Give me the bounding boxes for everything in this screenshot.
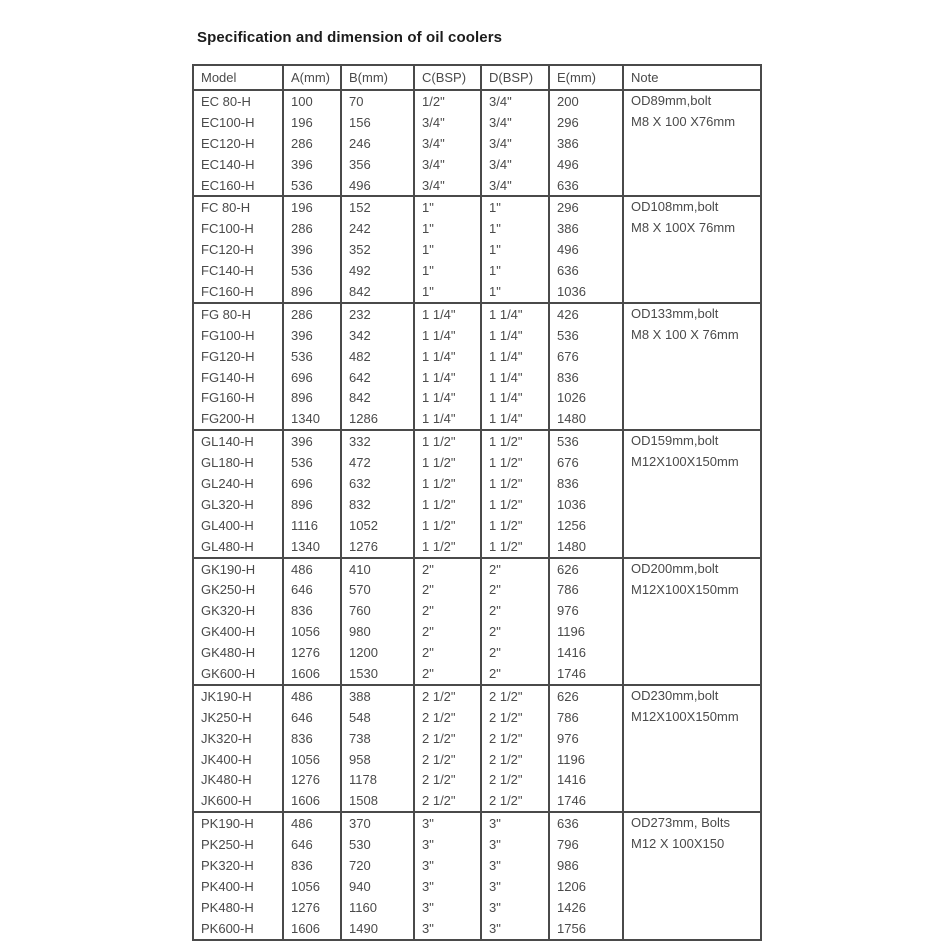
note-cell bbox=[623, 558, 761, 685]
model-cell: FG140-H bbox=[193, 367, 283, 388]
note-line: OD133mm,bolt bbox=[631, 305, 719, 321]
c-bsp-cell: 1 1/2" bbox=[414, 473, 481, 494]
model-cell: FC 80-H bbox=[193, 196, 283, 218]
d-bsp-cell: 1" bbox=[481, 239, 549, 260]
col-header-note: Note bbox=[623, 65, 761, 90]
page-title: Specification and dimension of oil coolers bbox=[197, 29, 503, 46]
model-cell: JK320-H bbox=[193, 728, 283, 749]
table-row bbox=[193, 430, 761, 452]
d-bsp-cell: 1 1/4" bbox=[481, 408, 549, 430]
e-mm-cell: 976 bbox=[549, 728, 623, 749]
b-mm-cell: 530 bbox=[341, 834, 414, 855]
note-line: OD273mm, Bolts bbox=[631, 815, 730, 831]
c-bsp-cell: 1" bbox=[414, 196, 481, 218]
table-row bbox=[193, 812, 761, 834]
d-bsp-cell: 1 1/2" bbox=[481, 452, 549, 473]
c-bsp-cell: 3" bbox=[414, 855, 481, 876]
table-group bbox=[193, 685, 761, 812]
c-bsp-cell: 2 1/2" bbox=[414, 770, 481, 791]
e-mm-cell: 836 bbox=[549, 473, 623, 494]
e-mm-cell: 386 bbox=[549, 133, 623, 154]
a-mm-cell: 836 bbox=[283, 728, 341, 749]
table-row bbox=[193, 90, 761, 112]
c-bsp-cell: 1 1/2" bbox=[414, 430, 481, 452]
a-mm-cell: 1606 bbox=[283, 918, 341, 940]
spec-table bbox=[192, 64, 762, 941]
c-bsp-cell: 1 1/4" bbox=[414, 367, 481, 388]
d-bsp-cell: 2 1/2" bbox=[481, 790, 549, 812]
d-bsp-cell: 2" bbox=[481, 642, 549, 663]
model-cell: FC160-H bbox=[193, 281, 283, 303]
e-mm-cell: 1196 bbox=[549, 749, 623, 770]
d-bsp-cell: 3/4" bbox=[481, 112, 549, 133]
c-bsp-cell: 1 1/4" bbox=[414, 346, 481, 367]
table-row bbox=[193, 303, 761, 325]
b-mm-cell: 1178 bbox=[341, 770, 414, 791]
b-mm-cell: 1200 bbox=[341, 642, 414, 663]
e-mm-cell: 1026 bbox=[549, 387, 623, 408]
e-mm-cell: 786 bbox=[549, 707, 623, 728]
a-mm-cell: 536 bbox=[283, 452, 341, 473]
c-bsp-cell: 1 1/4" bbox=[414, 303, 481, 325]
c-bsp-cell: 1 1/4" bbox=[414, 387, 481, 408]
b-mm-cell: 70 bbox=[341, 90, 414, 112]
e-mm-cell: 636 bbox=[549, 175, 623, 197]
b-mm-cell: 1490 bbox=[341, 918, 414, 940]
model-cell: EC120-H bbox=[193, 133, 283, 154]
note-cell bbox=[623, 430, 761, 557]
note-line: M12X100X150mm bbox=[631, 581, 739, 597]
d-bsp-cell: 1" bbox=[481, 260, 549, 281]
e-mm-cell: 1256 bbox=[549, 515, 623, 536]
e-mm-cell: 296 bbox=[549, 196, 623, 218]
b-mm-cell: 482 bbox=[341, 346, 414, 367]
col-header-d-bsp: D(BSP) bbox=[481, 65, 549, 90]
c-bsp-cell: 3/4" bbox=[414, 112, 481, 133]
table-row bbox=[193, 685, 761, 707]
b-mm-cell: 548 bbox=[341, 707, 414, 728]
a-mm-cell: 1276 bbox=[283, 770, 341, 791]
d-bsp-cell: 1" bbox=[481, 218, 549, 239]
b-mm-cell: 570 bbox=[341, 579, 414, 600]
model-cell: JK600-H bbox=[193, 790, 283, 812]
e-mm-cell: 1426 bbox=[549, 897, 623, 918]
a-mm-cell: 646 bbox=[283, 579, 341, 600]
note-line: OD108mm,bolt bbox=[631, 199, 719, 215]
c-bsp-cell: 3/4" bbox=[414, 133, 481, 154]
e-mm-cell: 1746 bbox=[549, 663, 623, 685]
c-bsp-cell: 1 1/4" bbox=[414, 408, 481, 430]
b-mm-cell: 156 bbox=[341, 112, 414, 133]
e-mm-cell: 676 bbox=[549, 452, 623, 473]
e-mm-cell: 1196 bbox=[549, 621, 623, 642]
d-bsp-cell: 1 1/4" bbox=[481, 325, 549, 346]
d-bsp-cell: 3/4" bbox=[481, 90, 549, 112]
a-mm-cell: 486 bbox=[283, 812, 341, 834]
d-bsp-cell: 1 1/2" bbox=[481, 515, 549, 536]
model-cell: GL140-H bbox=[193, 430, 283, 452]
d-bsp-cell: 1 1/2" bbox=[481, 494, 549, 515]
model-cell: GK320-H bbox=[193, 600, 283, 621]
a-mm-cell: 286 bbox=[283, 133, 341, 154]
model-cell: JK480-H bbox=[193, 770, 283, 791]
a-mm-cell: 1116 bbox=[283, 515, 341, 536]
b-mm-cell: 332 bbox=[341, 430, 414, 452]
c-bsp-cell: 2 1/2" bbox=[414, 707, 481, 728]
b-mm-cell: 1530 bbox=[341, 663, 414, 685]
col-header-a-mm: A(mm) bbox=[283, 65, 341, 90]
c-bsp-cell: 2" bbox=[414, 642, 481, 663]
d-bsp-cell: 3" bbox=[481, 876, 549, 897]
d-bsp-cell: 2" bbox=[481, 663, 549, 685]
note-cell bbox=[623, 812, 761, 939]
d-bsp-cell: 1 1/4" bbox=[481, 367, 549, 388]
c-bsp-cell: 3" bbox=[414, 834, 481, 855]
b-mm-cell: 242 bbox=[341, 218, 414, 239]
b-mm-cell: 720 bbox=[341, 855, 414, 876]
e-mm-cell: 986 bbox=[549, 855, 623, 876]
note-cell bbox=[623, 90, 761, 196]
table-row bbox=[193, 558, 761, 580]
c-bsp-cell: 1" bbox=[414, 260, 481, 281]
b-mm-cell: 356 bbox=[341, 154, 414, 175]
c-bsp-cell: 1/2" bbox=[414, 90, 481, 112]
b-mm-cell: 738 bbox=[341, 728, 414, 749]
table-header bbox=[193, 65, 761, 90]
a-mm-cell: 486 bbox=[283, 685, 341, 707]
b-mm-cell: 642 bbox=[341, 367, 414, 388]
e-mm-cell: 636 bbox=[549, 260, 623, 281]
b-mm-cell: 632 bbox=[341, 473, 414, 494]
a-mm-cell: 696 bbox=[283, 473, 341, 494]
e-mm-cell: 386 bbox=[549, 218, 623, 239]
note-cell bbox=[623, 685, 761, 812]
model-cell: JK190-H bbox=[193, 685, 283, 707]
model-cell: FG160-H bbox=[193, 387, 283, 408]
d-bsp-cell: 1" bbox=[481, 196, 549, 218]
col-header-c-bsp: C(BSP) bbox=[414, 65, 481, 90]
d-bsp-cell: 1 1/4" bbox=[481, 346, 549, 367]
table-group bbox=[193, 430, 761, 557]
e-mm-cell: 796 bbox=[549, 834, 623, 855]
a-mm-cell: 1276 bbox=[283, 642, 341, 663]
a-mm-cell: 100 bbox=[283, 90, 341, 112]
a-mm-cell: 1340 bbox=[283, 536, 341, 558]
d-bsp-cell: 1 1/4" bbox=[481, 387, 549, 408]
model-cell: EC 80-H bbox=[193, 90, 283, 112]
header-row bbox=[193, 65, 761, 90]
note-line: M8 X 100 X 76mm bbox=[631, 326, 739, 342]
c-bsp-cell: 2 1/2" bbox=[414, 685, 481, 707]
model-cell: PK480-H bbox=[193, 897, 283, 918]
b-mm-cell: 958 bbox=[341, 749, 414, 770]
model-cell: EC140-H bbox=[193, 154, 283, 175]
note-line: M12X100X150mm bbox=[631, 708, 739, 724]
e-mm-cell: 536 bbox=[549, 430, 623, 452]
note-line: OD230mm,bolt bbox=[631, 687, 719, 703]
d-bsp-cell: 3/4" bbox=[481, 133, 549, 154]
a-mm-cell: 536 bbox=[283, 260, 341, 281]
a-mm-cell: 286 bbox=[283, 303, 341, 325]
model-cell: PK190-H bbox=[193, 812, 283, 834]
a-mm-cell: 646 bbox=[283, 707, 341, 728]
d-bsp-cell: 1" bbox=[481, 281, 549, 303]
a-mm-cell: 1056 bbox=[283, 621, 341, 642]
c-bsp-cell: 2" bbox=[414, 621, 481, 642]
note-cell bbox=[623, 303, 761, 430]
a-mm-cell: 1340 bbox=[283, 408, 341, 430]
c-bsp-cell: 1" bbox=[414, 281, 481, 303]
model-cell: JK400-H bbox=[193, 749, 283, 770]
c-bsp-cell: 1 1/2" bbox=[414, 494, 481, 515]
e-mm-cell: 1480 bbox=[549, 408, 623, 430]
b-mm-cell: 152 bbox=[341, 196, 414, 218]
c-bsp-cell: 2" bbox=[414, 558, 481, 580]
model-cell: GK190-H bbox=[193, 558, 283, 580]
d-bsp-cell: 3/4" bbox=[481, 154, 549, 175]
table-group bbox=[193, 90, 761, 196]
d-bsp-cell: 1 1/2" bbox=[481, 536, 549, 558]
a-mm-cell: 1606 bbox=[283, 663, 341, 685]
e-mm-cell: 1416 bbox=[549, 642, 623, 663]
a-mm-cell: 896 bbox=[283, 494, 341, 515]
model-cell: GK400-H bbox=[193, 621, 283, 642]
note-line: OD200mm,bolt bbox=[631, 560, 719, 576]
e-mm-cell: 296 bbox=[549, 112, 623, 133]
c-bsp-cell: 1 1/2" bbox=[414, 452, 481, 473]
model-cell: GL400-H bbox=[193, 515, 283, 536]
e-mm-cell: 626 bbox=[549, 558, 623, 580]
b-mm-cell: 232 bbox=[341, 303, 414, 325]
d-bsp-cell: 2" bbox=[481, 600, 549, 621]
b-mm-cell: 1052 bbox=[341, 515, 414, 536]
c-bsp-cell: 1" bbox=[414, 239, 481, 260]
a-mm-cell: 486 bbox=[283, 558, 341, 580]
d-bsp-cell: 3" bbox=[481, 897, 549, 918]
c-bsp-cell: 3" bbox=[414, 897, 481, 918]
c-bsp-cell: 1 1/4" bbox=[414, 325, 481, 346]
d-bsp-cell: 2 1/2" bbox=[481, 707, 549, 728]
b-mm-cell: 342 bbox=[341, 325, 414, 346]
a-mm-cell: 896 bbox=[283, 281, 341, 303]
e-mm-cell: 1206 bbox=[549, 876, 623, 897]
d-bsp-cell: 2" bbox=[481, 558, 549, 580]
e-mm-cell: 1036 bbox=[549, 281, 623, 303]
a-mm-cell: 396 bbox=[283, 325, 341, 346]
a-mm-cell: 286 bbox=[283, 218, 341, 239]
e-mm-cell: 496 bbox=[549, 154, 623, 175]
c-bsp-cell: 1 1/2" bbox=[414, 536, 481, 558]
c-bsp-cell: 2 1/2" bbox=[414, 728, 481, 749]
b-mm-cell: 1508 bbox=[341, 790, 414, 812]
model-cell: GL320-H bbox=[193, 494, 283, 515]
model-cell: FG 80-H bbox=[193, 303, 283, 325]
e-mm-cell: 626 bbox=[549, 685, 623, 707]
b-mm-cell: 388 bbox=[341, 685, 414, 707]
model-cell: FG100-H bbox=[193, 325, 283, 346]
b-mm-cell: 842 bbox=[341, 281, 414, 303]
model-cell: FC100-H bbox=[193, 218, 283, 239]
e-mm-cell: 836 bbox=[549, 367, 623, 388]
a-mm-cell: 646 bbox=[283, 834, 341, 855]
b-mm-cell: 940 bbox=[341, 876, 414, 897]
e-mm-cell: 976 bbox=[549, 600, 623, 621]
d-bsp-cell: 3" bbox=[481, 834, 549, 855]
c-bsp-cell: 3/4" bbox=[414, 154, 481, 175]
model-cell: FC120-H bbox=[193, 239, 283, 260]
col-header-b-mm: B(mm) bbox=[341, 65, 414, 90]
model-cell: FG200-H bbox=[193, 408, 283, 430]
a-mm-cell: 836 bbox=[283, 855, 341, 876]
d-bsp-cell: 2 1/2" bbox=[481, 770, 549, 791]
b-mm-cell: 246 bbox=[341, 133, 414, 154]
e-mm-cell: 536 bbox=[549, 325, 623, 346]
b-mm-cell: 352 bbox=[341, 239, 414, 260]
model-cell: FC140-H bbox=[193, 260, 283, 281]
a-mm-cell: 536 bbox=[283, 175, 341, 197]
a-mm-cell: 196 bbox=[283, 112, 341, 133]
e-mm-cell: 786 bbox=[549, 579, 623, 600]
d-bsp-cell: 2" bbox=[481, 579, 549, 600]
b-mm-cell: 980 bbox=[341, 621, 414, 642]
col-header-e-mm: E(mm) bbox=[549, 65, 623, 90]
a-mm-cell: 896 bbox=[283, 387, 341, 408]
c-bsp-cell: 2" bbox=[414, 579, 481, 600]
note-line: M12 X 100X150 bbox=[631, 836, 725, 852]
e-mm-cell: 676 bbox=[549, 346, 623, 367]
model-cell: GK600-H bbox=[193, 663, 283, 685]
c-bsp-cell: 2" bbox=[414, 663, 481, 685]
b-mm-cell: 1160 bbox=[341, 897, 414, 918]
table-row bbox=[193, 196, 761, 218]
b-mm-cell: 842 bbox=[341, 387, 414, 408]
model-cell: GL480-H bbox=[193, 536, 283, 558]
c-bsp-cell: 2 1/2" bbox=[414, 749, 481, 770]
c-bsp-cell: 3" bbox=[414, 876, 481, 897]
table-group bbox=[193, 558, 761, 685]
e-mm-cell: 1480 bbox=[549, 536, 623, 558]
b-mm-cell: 1276 bbox=[341, 536, 414, 558]
b-mm-cell: 496 bbox=[341, 175, 414, 197]
a-mm-cell: 1056 bbox=[283, 876, 341, 897]
b-mm-cell: 410 bbox=[341, 558, 414, 580]
model-cell: EC100-H bbox=[193, 112, 283, 133]
a-mm-cell: 396 bbox=[283, 154, 341, 175]
d-bsp-cell: 1 1/2" bbox=[481, 430, 549, 452]
a-mm-cell: 1606 bbox=[283, 790, 341, 812]
a-mm-cell: 1056 bbox=[283, 749, 341, 770]
e-mm-cell: 426 bbox=[549, 303, 623, 325]
model-cell: PK320-H bbox=[193, 855, 283, 876]
e-mm-cell: 636 bbox=[549, 812, 623, 834]
d-bsp-cell: 1 1/2" bbox=[481, 473, 549, 494]
c-bsp-cell: 3/4" bbox=[414, 175, 481, 197]
a-mm-cell: 196 bbox=[283, 196, 341, 218]
model-cell: PK400-H bbox=[193, 876, 283, 897]
a-mm-cell: 396 bbox=[283, 430, 341, 452]
e-mm-cell: 1036 bbox=[549, 494, 623, 515]
model-cell: EC160-H bbox=[193, 175, 283, 197]
c-bsp-cell: 2 1/2" bbox=[414, 790, 481, 812]
b-mm-cell: 760 bbox=[341, 600, 414, 621]
b-mm-cell: 492 bbox=[341, 260, 414, 281]
model-cell: PK250-H bbox=[193, 834, 283, 855]
note-line: M8 X 100X 76mm bbox=[631, 220, 736, 236]
d-bsp-cell: 1 1/4" bbox=[481, 303, 549, 325]
note-line: M12X100X150mm bbox=[631, 454, 739, 470]
table-group bbox=[193, 303, 761, 430]
c-bsp-cell: 3" bbox=[414, 918, 481, 940]
b-mm-cell: 1286 bbox=[341, 408, 414, 430]
model-cell: FG120-H bbox=[193, 346, 283, 367]
note-line: M8 X 100 X76mm bbox=[631, 113, 736, 129]
note-cell bbox=[623, 196, 761, 302]
d-bsp-cell: 3" bbox=[481, 855, 549, 876]
e-mm-cell: 1746 bbox=[549, 790, 623, 812]
c-bsp-cell: 2" bbox=[414, 600, 481, 621]
a-mm-cell: 536 bbox=[283, 346, 341, 367]
table-group bbox=[193, 812, 761, 939]
d-bsp-cell: 2" bbox=[481, 621, 549, 642]
a-mm-cell: 836 bbox=[283, 600, 341, 621]
d-bsp-cell: 2 1/2" bbox=[481, 685, 549, 707]
note-line: OD159mm,bolt bbox=[631, 433, 719, 449]
model-cell: PK600-H bbox=[193, 918, 283, 940]
d-bsp-cell: 2 1/2" bbox=[481, 728, 549, 749]
b-mm-cell: 832 bbox=[341, 494, 414, 515]
a-mm-cell: 1276 bbox=[283, 897, 341, 918]
e-mm-cell: 496 bbox=[549, 239, 623, 260]
model-cell: GK480-H bbox=[193, 642, 283, 663]
b-mm-cell: 370 bbox=[341, 812, 414, 834]
a-mm-cell: 696 bbox=[283, 367, 341, 388]
e-mm-cell: 1756 bbox=[549, 918, 623, 940]
c-bsp-cell: 1 1/2" bbox=[414, 515, 481, 536]
col-header-model: Model bbox=[193, 65, 283, 90]
note-line: OD89mm,bolt bbox=[631, 93, 712, 108]
model-cell: JK250-H bbox=[193, 707, 283, 728]
c-bsp-cell: 3" bbox=[414, 812, 481, 834]
e-mm-cell: 1416 bbox=[549, 770, 623, 791]
d-bsp-cell: 2 1/2" bbox=[481, 749, 549, 770]
e-mm-cell: 200 bbox=[549, 90, 623, 112]
model-cell: GK250-H bbox=[193, 579, 283, 600]
a-mm-cell: 396 bbox=[283, 239, 341, 260]
model-cell: GL180-H bbox=[193, 452, 283, 473]
table-group bbox=[193, 196, 761, 302]
b-mm-cell: 472 bbox=[341, 452, 414, 473]
d-bsp-cell: 3" bbox=[481, 812, 549, 834]
model-cell: GL240-H bbox=[193, 473, 283, 494]
c-bsp-cell: 1" bbox=[414, 218, 481, 239]
d-bsp-cell: 3/4" bbox=[481, 175, 549, 197]
d-bsp-cell: 3" bbox=[481, 918, 549, 940]
